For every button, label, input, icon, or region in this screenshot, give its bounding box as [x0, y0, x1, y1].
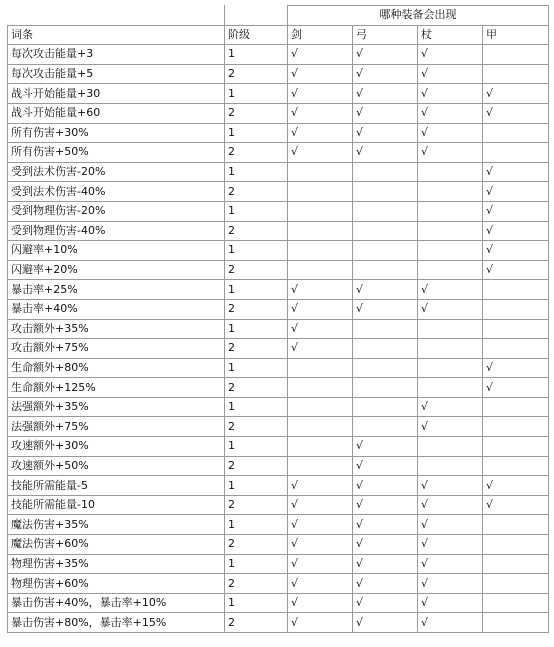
armor-mark-cell: √	[483, 241, 549, 261]
sword-mark-cell: √	[288, 613, 353, 633]
entry-cell: 攻速额外+30%	[8, 437, 225, 457]
tier-cell: 2	[225, 221, 288, 241]
sword-mark-cell: √	[288, 339, 353, 359]
armor-mark-cell: √	[483, 84, 549, 104]
armor-mark-cell	[483, 535, 549, 555]
staff-mark-cell: √	[418, 476, 483, 496]
tier-cell: 1	[225, 397, 288, 417]
bow-mark-cell: √	[353, 535, 418, 555]
staff-mark-cell: √	[418, 613, 483, 633]
armor-mark-cell: √	[483, 358, 549, 378]
armor-mark-cell	[483, 417, 549, 437]
sword-mark-cell	[288, 182, 353, 202]
tier-cell: 1	[225, 437, 288, 457]
bow-mark-cell	[353, 162, 418, 182]
tier-cell: 1	[225, 280, 288, 300]
armor-mark-cell	[483, 319, 549, 339]
tier-cell: 2	[225, 103, 288, 123]
bow-mark-cell: √	[353, 143, 418, 163]
entry-cell: 受到物理伤害-40%	[8, 221, 225, 241]
staff-mark-cell	[418, 358, 483, 378]
tier-cell: 2	[225, 574, 288, 594]
sword-mark-cell: √	[288, 45, 353, 65]
tier-cell: 2	[225, 182, 288, 202]
tier-cell: 1	[225, 476, 288, 496]
equipment-group-header: 哪种装备会出现	[288, 6, 549, 26]
sword-mark-cell	[288, 437, 353, 457]
entry-cell: 攻击额外+35%	[8, 319, 225, 339]
bow-mark-cell: √	[353, 84, 418, 104]
staff-mark-cell	[418, 162, 483, 182]
staff-mark-cell	[418, 201, 483, 221]
tier-cell: 1	[225, 319, 288, 339]
table-row	[8, 476, 549, 496]
table-row	[8, 397, 549, 417]
sword-mark-cell: √	[288, 574, 353, 594]
bow-mark-cell: √	[353, 437, 418, 457]
group-header-row	[8, 6, 549, 26]
tier-cell: 1	[225, 123, 288, 143]
table-row	[8, 123, 549, 143]
bow-mark-cell	[353, 221, 418, 241]
bow-mark-cell: √	[353, 554, 418, 574]
bow-mark-cell: √	[353, 280, 418, 300]
table-row	[8, 162, 549, 182]
bow-mark-cell: √	[353, 123, 418, 143]
bow-column-header: 弓	[353, 25, 418, 45]
staff-mark-cell: √	[418, 495, 483, 515]
table-row	[8, 260, 549, 280]
staff-mark-cell: √	[418, 280, 483, 300]
armor-mark-cell	[483, 280, 549, 300]
bow-mark-cell	[353, 260, 418, 280]
bow-mark-cell: √	[353, 456, 418, 476]
entry-cell: 技能所需能量-10	[8, 495, 225, 515]
staff-mark-cell: √	[418, 515, 483, 535]
sword-mark-cell	[288, 378, 353, 398]
entry-cell: 魔法伤害+60%	[8, 535, 225, 555]
table-row	[8, 535, 549, 555]
table-row	[8, 201, 549, 221]
blank-corner-cell	[8, 6, 225, 26]
table-row	[8, 515, 549, 535]
entry-cell: 技能所需能量-5	[8, 476, 225, 496]
armor-mark-cell: √	[483, 378, 549, 398]
staff-mark-cell: √	[418, 103, 483, 123]
entry-cell: 物理伤害+60%	[8, 574, 225, 594]
staff-mark-cell	[418, 456, 483, 476]
sword-mark-cell	[288, 221, 353, 241]
table-row	[8, 495, 549, 515]
tier-cell: 2	[225, 64, 288, 84]
entry-cell: 受到法术伤害-40%	[8, 182, 225, 202]
armor-mark-cell	[483, 456, 549, 476]
entry-cell: 攻击额外+75%	[8, 339, 225, 359]
sword-mark-cell: √	[288, 280, 353, 300]
staff-mark-cell	[418, 260, 483, 280]
sword-mark-cell: √	[288, 299, 353, 319]
staff-mark-cell	[418, 241, 483, 261]
tier-cell: 1	[225, 241, 288, 261]
table-row	[8, 299, 549, 319]
sword-mark-cell: √	[288, 64, 353, 84]
bow-mark-cell: √	[353, 45, 418, 65]
armor-mark-cell	[483, 613, 549, 633]
sword-mark-cell: √	[288, 554, 353, 574]
staff-mark-cell: √	[418, 574, 483, 594]
staff-mark-cell: √	[418, 397, 483, 417]
sword-mark-cell: √	[288, 593, 353, 613]
sword-mark-cell: √	[288, 123, 353, 143]
table-row	[8, 417, 549, 437]
sword-mark-cell	[288, 417, 353, 437]
table-row	[8, 280, 549, 300]
table-row	[8, 182, 549, 202]
staff-mark-cell: √	[418, 535, 483, 555]
tier-column-header: 阶级	[225, 25, 288, 45]
bow-mark-cell: √	[353, 515, 418, 535]
tier-cell: 2	[225, 143, 288, 163]
entry-cell: 闪避率+10%	[8, 241, 225, 261]
staff-mark-cell: √	[418, 554, 483, 574]
table-row	[8, 613, 549, 633]
staff-mark-cell	[418, 378, 483, 398]
armor-mark-cell	[483, 574, 549, 594]
staff-mark-cell: √	[418, 299, 483, 319]
entry-cell: 每次攻击能量+3	[8, 45, 225, 65]
table-row	[8, 437, 549, 457]
entry-cell: 法强额外+75%	[8, 417, 225, 437]
staff-mark-cell: √	[418, 143, 483, 163]
armor-mark-cell: √	[483, 201, 549, 221]
staff-mark-cell: √	[418, 417, 483, 437]
bow-mark-cell	[353, 182, 418, 202]
entry-cell: 所有伤害+30%	[8, 123, 225, 143]
staff-mark-cell: √	[418, 123, 483, 143]
entry-cell: 法强额外+35%	[8, 397, 225, 417]
staff-mark-cell: √	[418, 593, 483, 613]
sword-mark-cell: √	[288, 535, 353, 555]
bow-mark-cell	[353, 417, 418, 437]
table-row	[8, 143, 549, 163]
tier-cell: 1	[225, 515, 288, 535]
entry-cell: 魔法伤害+35%	[8, 515, 225, 535]
tier-cell: 1	[225, 162, 288, 182]
armor-mark-cell	[483, 123, 549, 143]
bow-mark-cell	[353, 241, 418, 261]
tier-cell: 2	[225, 299, 288, 319]
staff-mark-cell	[418, 221, 483, 241]
sword-mark-cell: √	[288, 515, 353, 535]
entry-cell: 闪避率+20%	[8, 260, 225, 280]
table-row	[8, 221, 549, 241]
armor-mark-cell	[483, 143, 549, 163]
staff-mark-cell	[418, 319, 483, 339]
tier-cell: 1	[225, 45, 288, 65]
armor-mark-cell	[483, 339, 549, 359]
sword-mark-cell: √	[288, 476, 353, 496]
tier-cell: 2	[225, 495, 288, 515]
armor-mark-cell: √	[483, 221, 549, 241]
tier-cell: 2	[225, 535, 288, 555]
table-row	[8, 358, 549, 378]
sword-mark-cell: √	[288, 495, 353, 515]
equipment-affix-table-container	[7, 5, 548, 641]
sword-mark-cell: √	[288, 143, 353, 163]
bow-mark-cell	[353, 339, 418, 359]
entry-cell: 生命额外+125%	[8, 378, 225, 398]
armor-mark-cell	[483, 515, 549, 535]
entry-cell: 每次攻击能量+5	[8, 64, 225, 84]
bow-mark-cell: √	[353, 593, 418, 613]
sword-mark-cell: √	[288, 84, 353, 104]
table-row	[8, 64, 549, 84]
bow-mark-cell: √	[353, 299, 418, 319]
table-row	[8, 103, 549, 123]
bow-mark-cell	[353, 201, 418, 221]
staff-mark-cell	[418, 182, 483, 202]
table-row	[8, 554, 549, 574]
armor-mark-cell	[483, 299, 549, 319]
sword-mark-cell	[288, 456, 353, 476]
tier-cell: 1	[225, 593, 288, 613]
tier-cell: 1	[225, 554, 288, 574]
entry-cell: 暴击伤害+40%，暴击率+10%	[8, 593, 225, 613]
entry-cell: 物理伤害+35%	[8, 554, 225, 574]
sword-mark-cell: √	[288, 103, 353, 123]
staff-mark-cell: √	[418, 45, 483, 65]
entry-cell: 暴击伤害+80%，暴击率+15%	[8, 613, 225, 633]
armor-mark-cell: √	[483, 162, 549, 182]
armor-mark-cell	[483, 45, 549, 65]
blank-corner-cell	[225, 6, 288, 26]
armor-mark-cell	[483, 397, 549, 417]
armor-mark-cell	[483, 437, 549, 457]
entry-cell: 受到物理伤害-20%	[8, 201, 225, 221]
sword-mark-cell	[288, 241, 353, 261]
table-row	[8, 456, 549, 476]
table-row	[8, 574, 549, 594]
armor-mark-cell: √	[483, 182, 549, 202]
staff-mark-cell: √	[418, 64, 483, 84]
table-body	[8, 45, 549, 633]
entry-cell: 暴击率+25%	[8, 280, 225, 300]
bow-mark-cell	[353, 378, 418, 398]
bow-mark-cell: √	[353, 613, 418, 633]
table-row	[8, 45, 549, 65]
armor-mark-cell: √	[483, 103, 549, 123]
armor-mark-cell	[483, 554, 549, 574]
sword-mark-cell	[288, 358, 353, 378]
bow-mark-cell: √	[353, 476, 418, 496]
armor-mark-cell: √	[483, 260, 549, 280]
staff-mark-cell: √	[418, 84, 483, 104]
tier-cell: 2	[225, 339, 288, 359]
entry-cell: 攻速额外+50%	[8, 456, 225, 476]
entry-cell: 战斗开始能量+30	[8, 84, 225, 104]
tier-cell: 2	[225, 417, 288, 437]
bow-mark-cell: √	[353, 574, 418, 594]
entry-cell: 所有伤害+50%	[8, 143, 225, 163]
table-row	[8, 84, 549, 104]
tier-cell: 2	[225, 260, 288, 280]
table-row	[8, 339, 549, 359]
armor-mark-cell	[483, 64, 549, 84]
tier-cell: 2	[225, 613, 288, 633]
armor-mark-cell	[483, 593, 549, 613]
bow-mark-cell	[353, 319, 418, 339]
table-row	[8, 319, 549, 339]
tier-cell: 2	[225, 378, 288, 398]
table-row	[8, 241, 549, 261]
armor-mark-cell: √	[483, 495, 549, 515]
bow-mark-cell: √	[353, 64, 418, 84]
sword-mark-cell	[288, 162, 353, 182]
staff-column-header: 杖	[418, 25, 483, 45]
bow-mark-cell	[353, 397, 418, 417]
entry-cell: 受到法术伤害-20%	[8, 162, 225, 182]
tier-cell: 2	[225, 456, 288, 476]
bow-mark-cell: √	[353, 495, 418, 515]
table-row	[8, 593, 549, 613]
armor-column-header: 甲	[483, 25, 549, 45]
entry-cell: 暴击率+40%	[8, 299, 225, 319]
tier-cell: 1	[225, 84, 288, 104]
sword-mark-cell	[288, 201, 353, 221]
entry-column-header: 词条	[8, 25, 225, 45]
sword-mark-cell	[288, 260, 353, 280]
staff-mark-cell	[418, 437, 483, 457]
sword-column-header: 剑	[288, 25, 353, 45]
tier-cell: 1	[225, 201, 288, 221]
entry-cell: 战斗开始能量+60	[8, 103, 225, 123]
staff-mark-cell	[418, 339, 483, 359]
sword-mark-cell	[288, 397, 353, 417]
bow-mark-cell	[353, 358, 418, 378]
armor-mark-cell: √	[483, 476, 549, 496]
entry-cell: 生命额外+80%	[8, 358, 225, 378]
table-row	[8, 378, 549, 398]
bow-mark-cell: √	[353, 103, 418, 123]
sword-mark-cell: √	[288, 319, 353, 339]
tier-cell: 1	[225, 358, 288, 378]
equipment-affix-table	[7, 5, 549, 633]
column-header-row	[8, 25, 549, 45]
